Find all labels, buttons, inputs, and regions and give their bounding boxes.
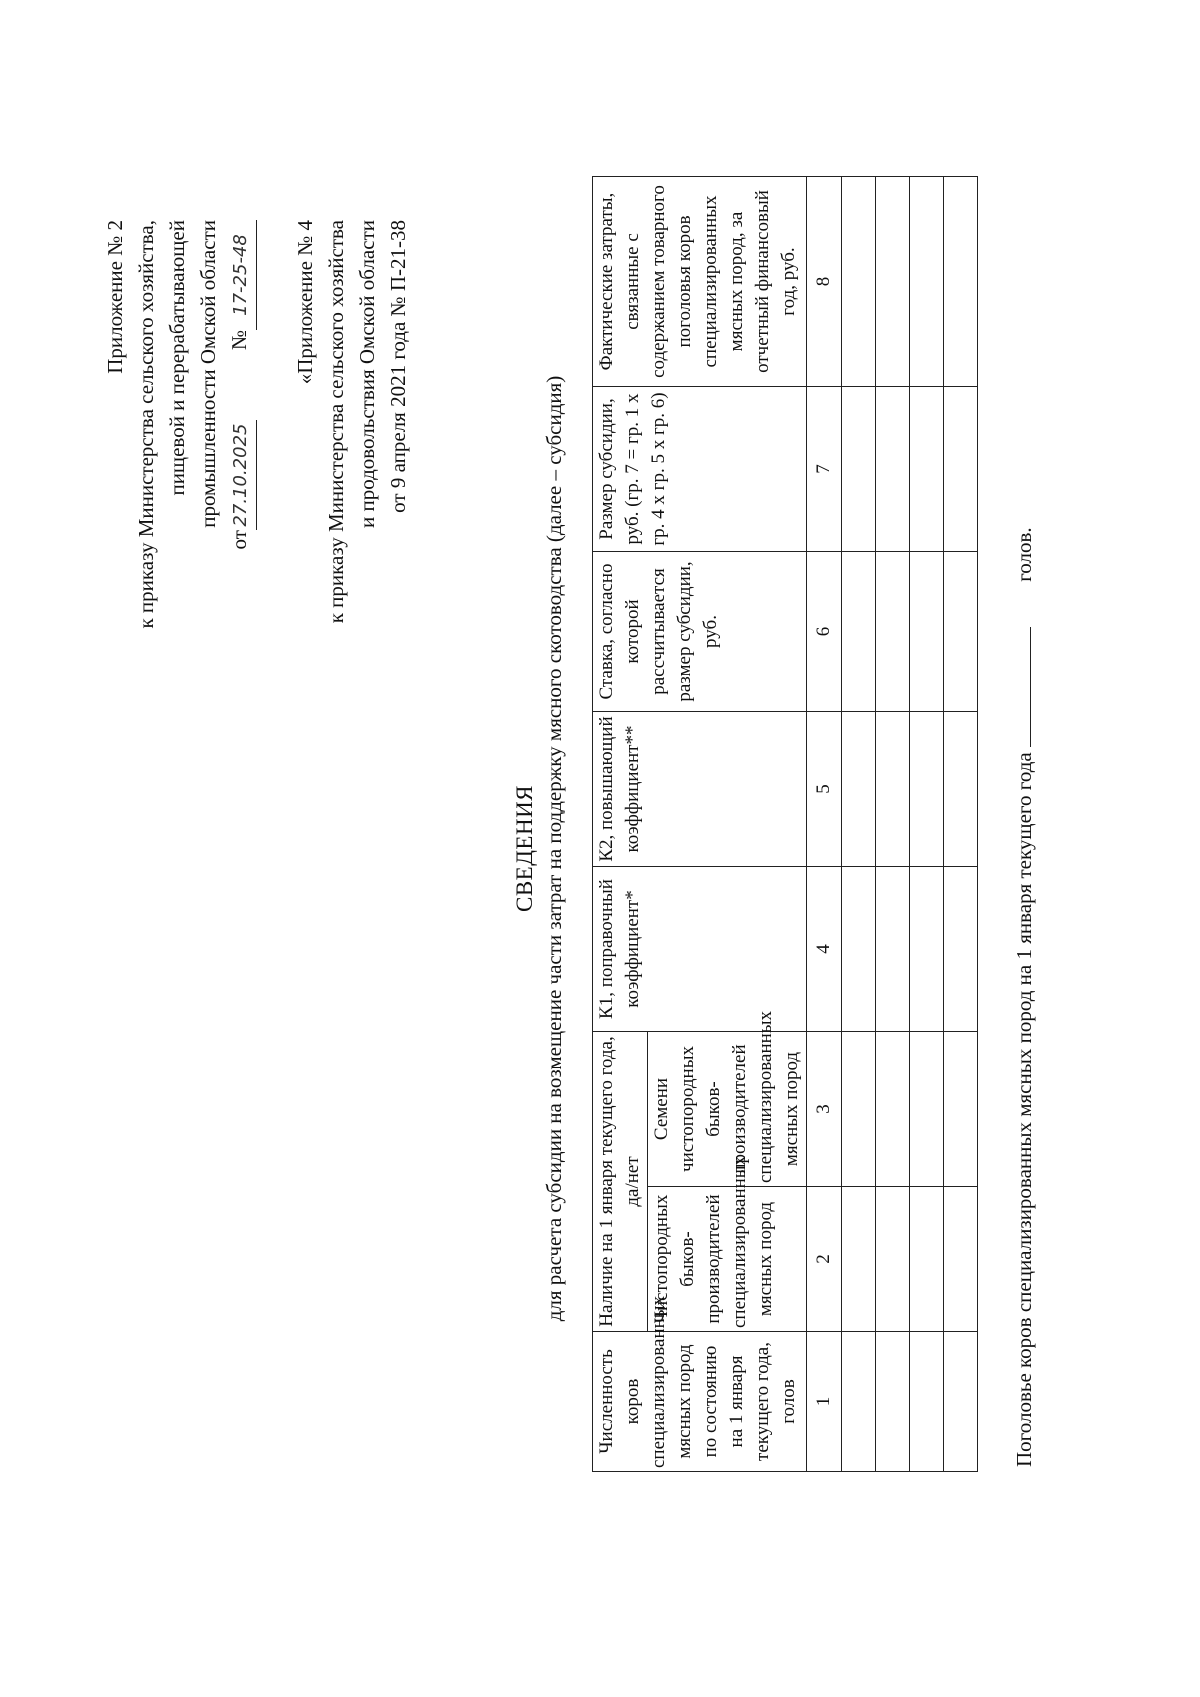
- empty-cell: [876, 1187, 910, 1332]
- document-title: СВЕДЕНИЯ: [512, 784, 537, 913]
- header-date-number-line: [224, 220, 257, 629]
- header-cell: К2, повышающий коэффициент**: [593, 712, 807, 867]
- empty-cell: [944, 1032, 978, 1187]
- handwritten-number: 17-25-48: [225, 220, 257, 330]
- subsidy-table: [592, 176, 978, 1472]
- empty-cell: [944, 387, 978, 552]
- empty-cell: [944, 1332, 978, 1472]
- empty-cell: [910, 552, 944, 712]
- empty-cell: [944, 867, 978, 1032]
- header-line: Приложение № 2: [103, 220, 127, 374]
- empty-cell: [876, 712, 910, 867]
- footer-text: Поголовье коров специализированных мясных пород на 1 января текущего года: [1012, 752, 1036, 1467]
- header-line: к приказу Министерства сельского хозяйства,: [134, 220, 158, 629]
- empty-cell: [842, 552, 876, 712]
- empty-cell: [842, 867, 876, 1032]
- header-line: «Приложение № 4: [293, 220, 317, 385]
- empty-cell: [910, 867, 944, 1032]
- date-prefix: от: [227, 530, 251, 550]
- header-appendix-4: [290, 220, 414, 623]
- table-row: [910, 177, 944, 1472]
- header-cell: Наличие на 1 января текущего года, да/нет: [593, 1032, 648, 1332]
- header-cell: Фактические затраты, связанные с содержанием товарного поголовья коров специализированных мясных пород, за отчетный финансовый год, руб.: [593, 177, 807, 387]
- document-subtitle: для расчета субсидии на возмещение части затрат на поддержку мясного скотоводства (далее – субсидия): [542, 375, 566, 1322]
- footer-line: [1012, 527, 1037, 1467]
- fill-in-blank[interactable]: [1012, 627, 1031, 747]
- column-number: 1: [807, 1332, 842, 1472]
- empty-cell: [842, 1332, 876, 1472]
- empty-cell: [842, 712, 876, 867]
- empty-cell: [944, 177, 978, 387]
- number-prefix: №: [227, 330, 251, 351]
- empty-cell: [876, 867, 910, 1032]
- empty-cell: [910, 387, 944, 552]
- empty-cell: [910, 712, 944, 867]
- empty-cell: [842, 387, 876, 552]
- header-cell: К1, поправочный коэффициент*: [593, 867, 807, 1032]
- empty-cell: [910, 1032, 944, 1187]
- header-line: промышленности Омской области: [196, 220, 220, 528]
- header-cell: Семени чистопородных быков-производителей специализированных мясных пород: [648, 1032, 807, 1187]
- empty-cell: [910, 177, 944, 387]
- empty-cell: [944, 1187, 978, 1332]
- handwritten-date: 27.10.2025: [225, 420, 257, 530]
- table-row: [944, 177, 978, 1472]
- header-line: от 9 апреля 2021 года № П-21-38: [386, 220, 410, 513]
- footer-unit: голов.: [1012, 527, 1036, 582]
- header-appendix-2: [100, 220, 257, 629]
- header-line: и продовольствия Омской области: [355, 220, 379, 529]
- column-number: 2: [807, 1187, 842, 1332]
- header-cell: Чистопородных быков-производителей специализированных мясных пород: [648, 1187, 807, 1332]
- column-number: 3: [807, 1032, 842, 1187]
- table-header-row: [593, 177, 648, 1472]
- empty-cell: [876, 387, 910, 552]
- empty-cell: [910, 1332, 944, 1472]
- column-number: 4: [807, 867, 842, 1032]
- empty-cell: [842, 1032, 876, 1187]
- table-row: [876, 177, 910, 1472]
- empty-cell: [876, 552, 910, 712]
- column-number: 6: [807, 552, 842, 712]
- empty-cell: [842, 1187, 876, 1332]
- empty-cell: [876, 177, 910, 387]
- empty-cell: [944, 712, 978, 867]
- header-cell: Размер субсидии, руб. (гр. 7 = гр. 1 x гр. 4 x гр. 5 x гр. 6): [593, 387, 807, 552]
- header-cell: Ставка, согласно которой рассчитывается размер субсидии, руб.: [593, 552, 807, 712]
- empty-cell: [842, 177, 876, 387]
- empty-cell: [876, 1032, 910, 1187]
- column-number: 7: [807, 387, 842, 552]
- header-cell: Численность коров специализированных мясных пород по состоянию на 1 января текущего года, голов: [593, 1332, 807, 1472]
- column-number: 5: [807, 712, 842, 867]
- column-number-row: [807, 177, 842, 1472]
- table-row: [842, 177, 876, 1472]
- empty-cell: [876, 1332, 910, 1472]
- empty-cell: [944, 552, 978, 712]
- column-number: 8: [807, 177, 842, 387]
- empty-cell: [910, 1187, 944, 1332]
- header-line: пищевой и перерабатывающей: [165, 220, 189, 496]
- header-line: к приказу Министерства сельского хозяйства: [324, 220, 348, 624]
